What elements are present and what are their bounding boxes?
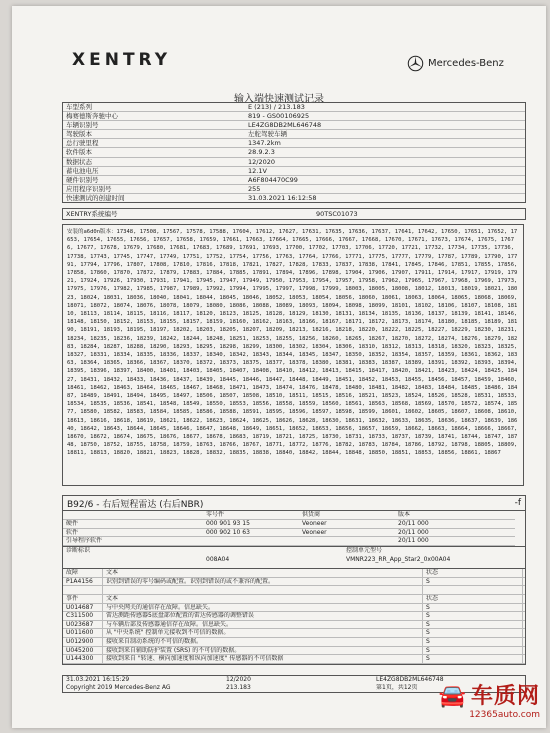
- fault-row: [63, 638, 525, 647]
- faults-table: [63, 568, 525, 664]
- fault-cell: S: [423, 647, 523, 655]
- fault-cell: U144300: [63, 655, 103, 663]
- info-value: LE4ZG8DB2ML646748: [248, 121, 322, 130]
- parts-cell: 20/11 000: [395, 520, 515, 529]
- fault-cell: [103, 586, 423, 594]
- parts-cell: 20/11 000: [395, 537, 515, 546]
- fault-cell: 事件: [63, 595, 103, 603]
- fault-cell: 与车辆后部及传感器通信存在故障。信息缺失。: [103, 621, 423, 629]
- system-number-label: XENTRY系统编号: [66, 210, 118, 218]
- fault-row: [63, 621, 525, 630]
- module-title: B92/6 - 右后短程雷达 (右后NBR): [67, 499, 204, 510]
- parts-cell: 000 901 93 15: [203, 520, 299, 529]
- footer-cell: 第1页，共12页: [376, 684, 418, 691]
- footer-cell: Copyright 2019 Mercedes-Benz AG: [66, 684, 171, 691]
- fault-cell: U014687: [63, 604, 103, 612]
- diagnosis-grid: [63, 546, 525, 564]
- fault-cell: 识别到错误的零号编码或配置。识别到错误的或不兼容的配置。: [103, 578, 423, 586]
- info-row: [63, 103, 525, 112]
- system-number-value: 90TSC01073: [316, 210, 358, 218]
- parts-cell: Veoneer: [299, 520, 395, 529]
- faults-header-cell: 故障: [63, 569, 103, 577]
- parts-cell: Veoneer: [299, 529, 395, 538]
- parts-cell: [63, 511, 203, 520]
- mercedes-logo: [407, 55, 504, 72]
- parts-cell: 引导程序软件: [63, 537, 203, 546]
- info-label: 驾驶版本: [66, 130, 92, 139]
- diag-cell: VMNR223_RR_App_Star2_0x00A04: [346, 555, 451, 563]
- faults-header-cell: 文本: [103, 569, 423, 577]
- fault-cell: U012900: [63, 638, 103, 646]
- fault-cell: S: [423, 638, 523, 646]
- fault-cell: S: [423, 578, 523, 586]
- car-icon: 🚘: [438, 684, 467, 709]
- fault-cell: S: [423, 629, 523, 637]
- parts-cell: [203, 537, 299, 546]
- faults-header-cell: 状态: [423, 569, 523, 577]
- fault-cell: 与中央网关的通信存在故障。信息缺失。: [103, 604, 423, 612]
- fault-row: [63, 586, 525, 595]
- fault-cell: 状态: [423, 595, 523, 603]
- info-value: 1347.2km: [248, 139, 281, 148]
- info-label: 梅赛德斯奔驰中心: [66, 112, 118, 121]
- fault-cell: S: [423, 612, 523, 620]
- info-label: 数据状态: [66, 157, 92, 166]
- module-section: [62, 495, 526, 665]
- watermark-url: 12365auto.com: [469, 710, 540, 720]
- info-row: [63, 148, 525, 157]
- module-parts-grid: [63, 511, 525, 546]
- parts-cell: [299, 537, 395, 546]
- fault-cell: U011600: [63, 629, 103, 637]
- diag-cell: [203, 547, 343, 556]
- info-label: 快速测试的创建时间: [66, 193, 125, 202]
- info-row: [63, 194, 525, 202]
- info-label: 硬件识别号: [66, 175, 99, 184]
- info-value: E (213) / 213.183: [248, 103, 305, 111]
- vehicle-info-table: [62, 102, 526, 203]
- parts-cell: 供货商: [299, 511, 395, 520]
- system-number-row: [62, 208, 526, 220]
- diag-cell: 008A04: [206, 555, 230, 563]
- faults-header-row: [63, 569, 525, 578]
- parts-cell: 零号件: [203, 511, 299, 520]
- page-title: 输入端快速测试记录: [234, 94, 324, 105]
- mercedes-wordmark: Mercedes-Benz: [428, 58, 504, 69]
- fault-row: [63, 604, 525, 613]
- info-value: 左舵驾驶车辆: [248, 130, 287, 139]
- info-value: 12.1V: [248, 166, 267, 175]
- module-status: -f: [514, 498, 521, 508]
- fault-cell: [63, 586, 103, 594]
- installed-versions-block: 安装的a6d0n版本：17348, 17508, 17567, 17578, 17588, 17604, 17612, 17627, 17631, 17635, 17636, 17637, 17641, 17642, 17650, 17651, 17652, 17653, 17654, 17655, 17656, 17657, 17658, 17659, 17661, 17663, 17664, 17665, 17666, 17667, 17668, 17670, 17671, 17673, 17674, 17675, 17676, 17677, 17678, 17679, 17680, 17681, 17683, 17689, 17691, 17693, 17700, 17702, 17703, 17706, 17720, 17721, 17732, 17734, 17735, 17736, 17738, 17743, 17745, 17747, 17749, 17751, 17752, 17754, 17756, 17763, 17764, 17766, 17771, 17775, 17777, 17779, 17787, 17789, 17790, 17791, 17794, 17796, 17807, 17808, 17810, 17816, 17818, 17821, 17827, 17828, 17833, 17837, 17838, 17841, 17845, 17846, 17851, 17855, 17856, 17858, 17860, 17870, 17872, 17879, 17883, 17884, 17885, 17891, 17894, 17896, 17898, 17904, 17906, 17907, 17911, 17914, 17917, 17919, 17921, 17924, 17926, 17930, 17931, 17941, 17945, 17947, 17949, 17950, 17953, 17954, 17957, 17958, 17962, 17965, 17967, 17968, 17969, 17973, 17975, 17976, 17982, 17985, 17987, 17989, 17992, 17994, 17995, 17997, 17998, 17999, 18003, 18005, 18008, 18012, 18013, 18019, 18021, 18023, 18024, 18031, 18036, 18040, 18041, 18044, 18045, 18046, 18052, 18053, 18054, 18056, 18060, 18061, 18063, 18064, 18065, 18068, 18069, 18071, 18072, 18074, 18076, 18078, 18079, 18080, 18086, 18088, 18089, 18093, 18094, 18098, 18099, 18101, 18102, 18106, 18107, 18108, 18110, 18113, 18114, 18115, 18116, 18117, 18120, 18123, 18125, 18128, 18129, 18130, 18131, 18134, 18135, 18136, 18137, 18139, 18141, 18146, 18148, 18150, 18152, 18153, 18155, 18157, 18159, 18160, 18162, 18163, 18166, 18167, 18171, 18172, 18173, 18174, 18180, 18185, 18189, 18190, 18191, 18193, 18195, 18197, 18202, 18203, 18205, 18207, 18209, 18213, 18216, 18218, 18220, 18222, 18225, 18227, 18229, 18230, 18231, 18234, 18235, 18236, 18239, 18242, 18244, 18248, 18251, 18253, 18255, 18256, 18260, 18265, 18267, 18270, 18272, 18274, 18276, 18279, 18283, 18284, 18287, 18288, 18290, 18293, 18295, 18298, 18299, 18300, 18302, 18304, 18306, 18310, 18312, 18313, 18318, 18320, 18323, 18325, 18327, 18331, 18334, 18335, 18336, 18337, 18340, 18342, 18343, 18344, 18345, 18347, 18350, 18352, 18354, 18357, 18359, 18361, 18362, 18363, 18364, 18365, 18366, 18367, 18370, 18372, 18373, 18375, 18377, 18378, 18380, 18381, 18383, 18387, 18389, 18391, 18392, 18393, 18394, 18395, 18396, 18397, 18400, 18401, 18403, 18405, 18407, 18408, 18410, 18412, 18413, 18415, 18417, 18420, 18421, 18423, 18424, 18425, 18427, 18431, 18432, 18433, 18436, 18437, 18439, 18445, 18446, 18447, 18448, 18449, 18451, 18452, 18453, 18455, 18456, 18457, 18459, 18460, 18461, 18462, 18463, 18464, 18465, 18467, 18468, 18471, 18473, 18474, 18476, 18478, 18480, 18481, 18482, 18483, 18484, 18485, 18486, 18487, 18489, 18491, 18494, 18495, 18497, 18506, 18507, 18508, 18510, 18511, 18515, 18516, 18521, 18523, 18524, 18526, 18528, 18531, 18533, 18534, 18535, 18536, 18541, 18548, 18549, 18550, 18553, 18556, 18558, 18559, 18560, 18561, 18563, 18568, 18569, 18570, 18572, 18574, 18577, 18580, 18582, 18583, 18584, 18585, 18586, 18588, 18591, 18595, 18596, 18597, 18598, 18599, 18601, 18602, 18605, 18607, 18608, 18610, 18613, 18616, 18618, 18619, 18621, 18622, 18623, 18624, 18625, 18626, 18628, 18630, 18631, 18632, 18633, 18635, 18636, 18637, 18639, 18640, 18642, 18643, 18644, 18645, 18646, 18647, 18648, 18649, 18651, 18652, 18653, 18656, 18657, 18659, 18662, 18663, 18664, 18666, 18667, 18670, 18672, 18674, 18675, 18676, 18677, 18678, 18683, 18719, 18721, 18725, 18730, 18731, 18733, 18737, 18739, 18741, 18744, 18747, 18748, 18750, 18752, 18755, 18758, 18759, 18763, 18766, 18767, 18771, 18772, 18776, 18782, 18783, 18784, 18786, 18792, 18798, 18805, 18809, 18811, 18813, 18820, 18821, 18823, 18828, 18832, 18835, 18838, 18840, 18842, 18844, 18848, 18850, 18851, 18853, 18856, 18861, 18867: [62, 224, 524, 486]
- fault-cell: S: [423, 655, 523, 663]
- info-row: [63, 121, 525, 130]
- fault-cell: U023687: [63, 621, 103, 629]
- fault-cell: 从 "中央系统" 控制单元接收到不可信的数据。: [103, 629, 423, 637]
- info-label: 蓄电池电压: [66, 166, 99, 175]
- fault-cell: C311500: [63, 612, 103, 620]
- fault-row: [63, 595, 525, 604]
- parts-cell: 软件: [63, 529, 203, 538]
- info-label: 车型系列: [66, 103, 92, 111]
- diag-cell: 控制单元型号: [346, 547, 383, 555]
- module-header: [63, 496, 525, 511]
- info-label: 车辆识别号: [66, 121, 99, 130]
- fault-cell: P1A4156: [63, 578, 103, 586]
- fault-cell: S: [423, 621, 523, 629]
- xentry-logo: XENTRY: [72, 50, 172, 70]
- fault-cell: 接收到来自 "转速、横向加速度和纵向加速度" 传感器的不可信数据: [103, 655, 423, 663]
- document-page: [12, 6, 546, 728]
- info-value: 255: [248, 184, 261, 193]
- parts-cell: 000 902 10 63: [203, 529, 299, 538]
- fault-row: [63, 578, 525, 587]
- footer-cell: 213.183: [226, 684, 251, 691]
- parts-cell: 硬件: [63, 520, 203, 529]
- fault-cell: 接收到来自辅助防护装置 (SRS) 的不可信的数据。: [103, 647, 423, 655]
- info-row: [63, 167, 525, 176]
- fault-cell: U045200: [63, 647, 103, 655]
- fault-row: [63, 612, 525, 621]
- info-row: [63, 130, 525, 139]
- diag-cell: 诊断标识: [66, 547, 91, 555]
- footer-cell: 31.03.2021 16:15:29: [66, 676, 130, 683]
- watermark: [439, 679, 540, 720]
- info-value: 28.9.2.3: [248, 148, 275, 157]
- info-label: 应用程序识别号: [66, 184, 112, 193]
- info-row: [63, 139, 525, 148]
- info-row: [63, 158, 525, 167]
- fault-row: [63, 647, 525, 656]
- info-value: 12/2020: [248, 157, 276, 166]
- diag-cell: [63, 556, 203, 565]
- info-label: 软件版本: [66, 148, 92, 157]
- info-value: 31.03.2021 16:12:58: [248, 193, 317, 202]
- fault-row: [63, 655, 525, 664]
- info-value: A6F804470C99: [248, 175, 298, 184]
- fault-cell: 雷达测距传感器5底盘部位配置的雷达传感器的调整错误: [103, 612, 423, 620]
- fault-row: [63, 629, 525, 638]
- info-row: [63, 112, 525, 121]
- fault-cell: [423, 586, 523, 594]
- info-row: [63, 185, 525, 194]
- fault-cell: 接收来自制动系统的不可信的数据。: [103, 638, 423, 646]
- info-label: 总行驶里程: [66, 139, 99, 148]
- footer-cell: 12/2020: [226, 676, 251, 683]
- mercedes-star-icon: [407, 55, 424, 72]
- fault-cell: S: [423, 604, 523, 612]
- watermark-brand: 🚘 车质网: [438, 684, 540, 709]
- info-row: [63, 176, 525, 185]
- info-value: 819 - GS00106925: [248, 112, 310, 121]
- parts-cell: 20/11 000: [395, 529, 515, 538]
- parts-cell: 版本: [395, 511, 515, 520]
- footer-cell: LE4ZG8DB2ML646748: [376, 676, 444, 683]
- fault-cell: 文本: [103, 595, 423, 603]
